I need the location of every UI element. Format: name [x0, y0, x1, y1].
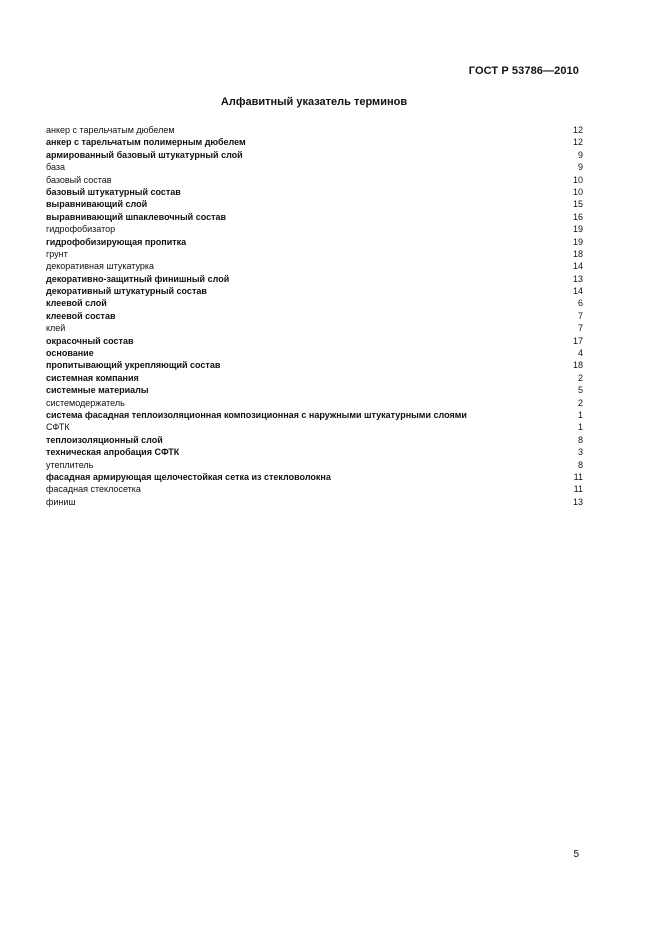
index-entry: [46, 136, 583, 148]
index-entry-page: 9: [577, 149, 583, 160]
index-entry-term: утеплитель: [46, 459, 94, 470]
index-entry-page: 13: [572, 273, 583, 284]
index-entry: [46, 409, 583, 421]
index-entry-term: системные материалы: [46, 385, 149, 396]
index-entry-term: декоративная штукатурка: [46, 261, 155, 272]
index-entry: [46, 174, 583, 186]
index-entry: [46, 310, 583, 322]
index-entry-page: 10: [572, 186, 583, 197]
index-entry-page: 7: [577, 323, 583, 334]
index-entry-term: анкер с тарельчатым полимерным дюбелем: [46, 137, 246, 148]
index-entry-term: финиш: [46, 496, 76, 507]
index-entry-page: 2: [577, 372, 583, 383]
index-entry-page: 10: [572, 174, 583, 185]
index-entry-page: 5: [577, 385, 583, 396]
index-entry-page: 4: [577, 348, 583, 359]
index-entry-page: 19: [572, 224, 583, 235]
index-entry-page: 14: [572, 286, 583, 297]
index-entry: [46, 471, 583, 483]
index-entry-page: 18: [572, 360, 583, 371]
index-entry-page: 15: [572, 199, 583, 210]
index-entry: [46, 149, 583, 161]
index-entry-page: 1: [577, 422, 583, 433]
index-entry-page: 17: [572, 335, 583, 346]
index-entry-term: пропитывающий укрепляющий состав: [46, 360, 221, 371]
index-entry: [46, 223, 583, 235]
index-entry-page: 7: [577, 310, 583, 321]
index-entry-term: фасадная стеклосетка: [46, 484, 141, 495]
term-index-list: [46, 124, 583, 508]
index-entry-page: 8: [577, 459, 583, 470]
index-entry-term: грунт: [46, 248, 68, 259]
index-entry: [46, 347, 583, 359]
index-entry-term: клеевой состав: [46, 310, 116, 321]
index-entry-term: окрасочный состав: [46, 335, 134, 346]
index-entry: [46, 384, 583, 396]
index-entry: [46, 198, 583, 210]
index-entry: [46, 397, 583, 409]
index-entry: [46, 322, 583, 334]
index-entry: [46, 372, 583, 384]
index-entry: [46, 335, 583, 347]
index-entry-term: декоративный штукатурный состав: [46, 286, 207, 297]
index-entry-term: анкер с тарельчатым дюбелем: [46, 125, 175, 135]
index-entry-term: выравнивающий слой: [46, 199, 148, 210]
index-entry-page: 3: [577, 447, 583, 458]
index-entry-term: гидрофобизирующая пропитка: [46, 236, 187, 247]
index-entry-page: 12: [572, 137, 583, 148]
index-entry: [46, 421, 583, 433]
index-entry-page: 12: [572, 125, 583, 135]
index-entry-page: 11: [573, 484, 583, 495]
index-entry-term: клей: [46, 323, 66, 334]
index-entry: [46, 236, 583, 248]
index-entry-page: 9: [577, 162, 583, 173]
index-entry-term: система фасадная теплоизоляционная композиционная с наружными штукатурными слоями: [46, 409, 467, 420]
index-entry: [46, 434, 583, 446]
index-entry: [46, 248, 583, 260]
index-entry-page: 13: [572, 496, 583, 507]
index-entry-page: 2: [577, 397, 583, 408]
index-entry-page: 14: [572, 261, 583, 272]
index-entry-term: базовый состав: [46, 174, 112, 185]
index-entry-page: 6: [577, 298, 583, 309]
document-code: ГОСТ Р 53786—2010: [468, 65, 579, 77]
index-entry: [46, 124, 583, 136]
index-entry-term: базовый штукатурный состав: [46, 186, 181, 197]
index-entry: [46, 273, 583, 285]
index-entry-page: 19: [572, 236, 583, 247]
index-entry: [46, 459, 583, 471]
index-entry-term: армированный базовый штукатурный слой: [46, 149, 243, 160]
index-entry: [46, 446, 583, 458]
index-entry: [46, 161, 583, 173]
index-entry-page: 18: [572, 248, 583, 259]
index-entry: [46, 260, 583, 272]
index-entry-term: системная компания: [46, 372, 139, 383]
index-entry: [46, 359, 583, 371]
index-entry: [46, 186, 583, 198]
index-entry-term: выравнивающий шпаклевочный состав: [46, 211, 227, 222]
index-entry: [46, 297, 583, 309]
index-entry-page: 16: [572, 211, 583, 222]
index-entry-term: системодержатель: [46, 397, 125, 408]
index-entry-term: гидрофобизатор: [46, 224, 116, 235]
index-entry: [46, 496, 583, 508]
index-title: Алфавитный указатель терминов: [220, 96, 408, 108]
index-entry-term: база: [46, 162, 65, 173]
index-entry-term: клеевой слой: [46, 298, 107, 309]
index-entry-term: декоративно-защитный финишный слой: [46, 273, 230, 284]
index-entry: [46, 211, 583, 223]
index-entry-page: 11: [573, 471, 583, 482]
index-entry-page: 8: [577, 434, 583, 445]
page-number: 5: [573, 849, 579, 860]
index-entry-term: техническая апробация СФТК: [46, 447, 180, 458]
index-entry: [46, 483, 583, 495]
index-entry-term: СФТК: [46, 422, 70, 433]
index-entry-term: фасадная армирующая щелочестойкая сетка из стекловолокна: [46, 471, 331, 482]
index-entry-term: теплоизоляционный слой: [46, 434, 163, 445]
index-entry-page: 1: [577, 409, 583, 420]
index-entry: [46, 285, 583, 297]
index-entry-term: основание: [46, 348, 94, 359]
